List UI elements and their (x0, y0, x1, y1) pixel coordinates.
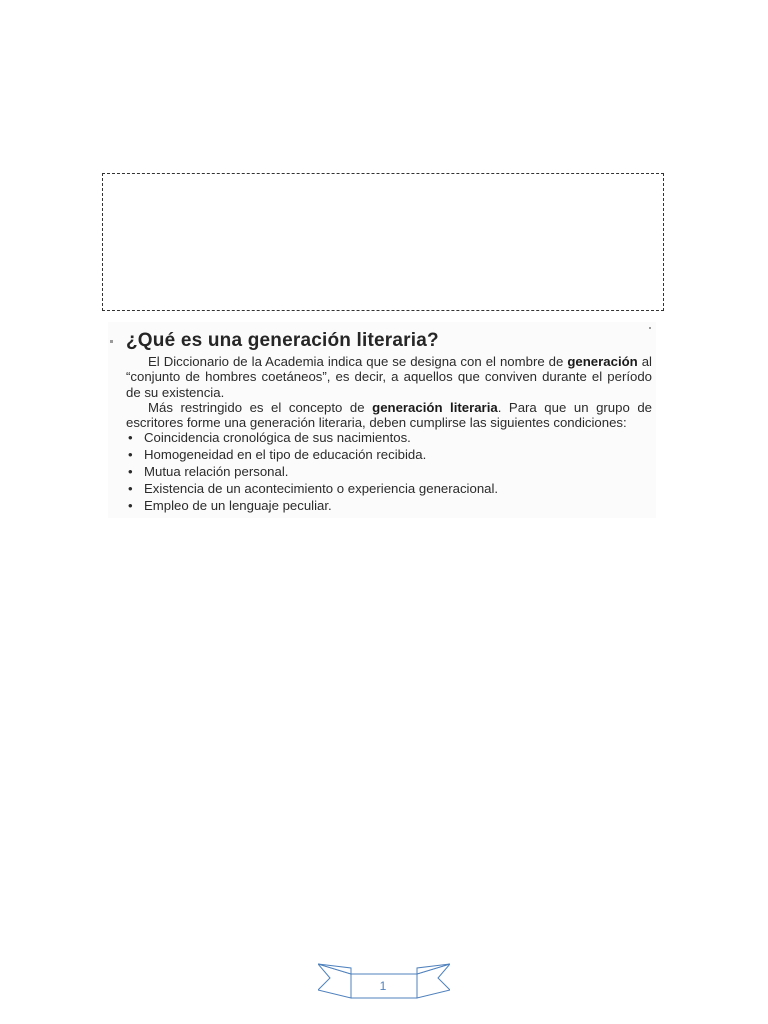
bullet-icon: • (128, 447, 133, 463)
list-item (126, 447, 652, 464)
term-generacion-literaria: generación literaria (372, 399, 498, 415)
conditions-list (126, 430, 652, 514)
bullet-icon: • (128, 480, 133, 496)
bullet-icon: • (128, 464, 133, 480)
paragraph-definition (126, 354, 652, 400)
scanned-text-excerpt (108, 322, 656, 518)
paragraph-literary-text-c: . Para que un grupo de escritores forme una generación literaria, deben cumplirse las siguientes condiciones: (126, 399, 653, 431)
article-title: ¿Qué es una generación literaria? (126, 330, 439, 351)
paragraph-definition-text-a: El Diccionario de la Academia indica que se designa con el nombre de (148, 354, 568, 369)
condition-text: Existencia de un acontecimiento o experiencia generacional. (144, 480, 499, 496)
condition-text: Mutua relación personal. (144, 464, 289, 480)
bullet-icon: • (128, 497, 133, 513)
article-body (126, 354, 652, 514)
paragraph-literary-generation (126, 400, 652, 431)
list-item (126, 481, 652, 498)
condition-text: Coincidencia cronológica de sus nacimientos. (144, 430, 411, 446)
bullet-icon: • (128, 430, 133, 446)
condition-text: Homogeneidad en el tipo de educación recibida. (144, 447, 427, 463)
paragraph-definition-text-c: al “conjunto de hombres coetáneos”, es decir, a aquellos que conviven durante el período de su existencia. (126, 354, 652, 400)
paragraph-literary-text-a: Más restringido es el concepto de (148, 399, 373, 415)
list-item (126, 430, 652, 447)
empty-dashed-frame (102, 173, 664, 311)
scan-speck-right (649, 327, 651, 329)
scan-speck-left (110, 340, 113, 343)
condition-text: Empleo de un lenguaje peculiar. (144, 497, 332, 513)
term-generacion: generación (567, 354, 638, 369)
list-item (126, 464, 652, 481)
page-number: 1 (379, 979, 387, 993)
list-item (126, 498, 652, 515)
